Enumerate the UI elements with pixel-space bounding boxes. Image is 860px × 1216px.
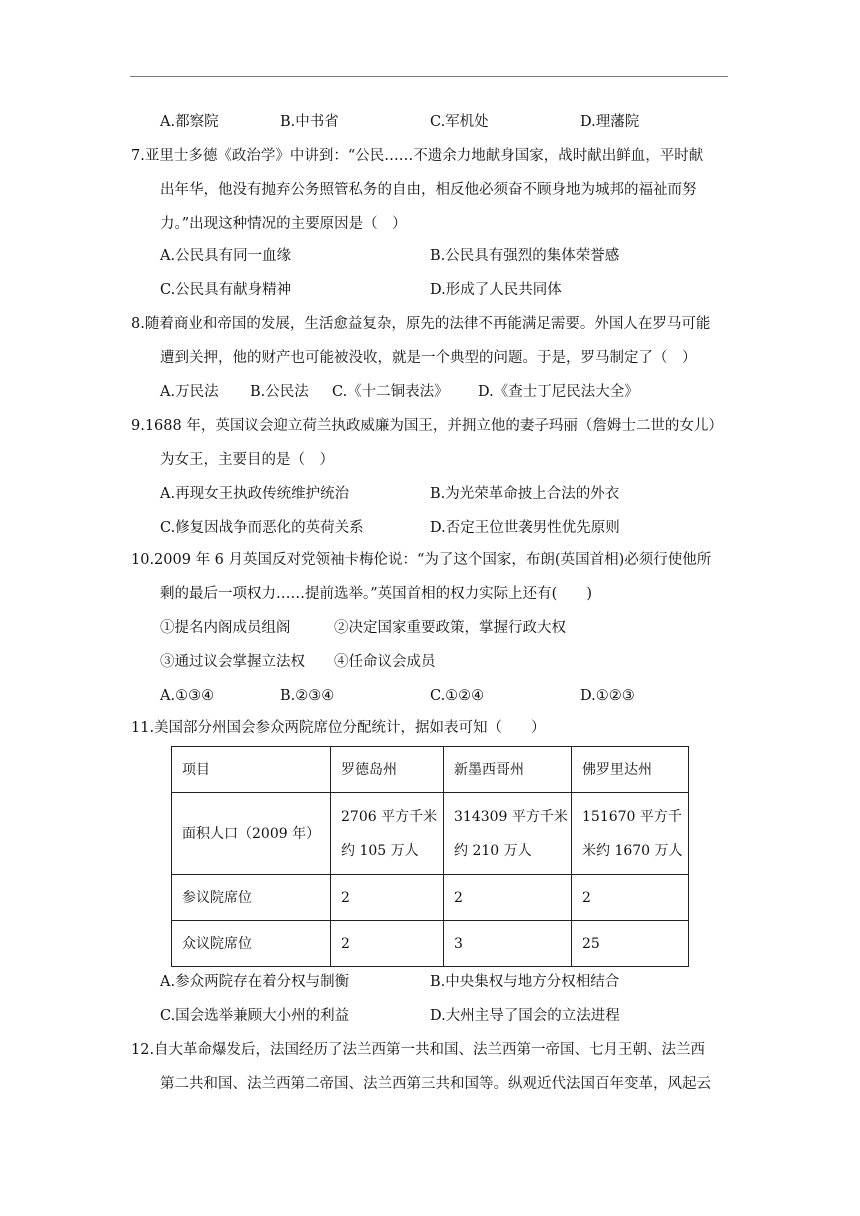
q9-stem-line-2: 为女王，主要目的是（ ） — [160, 452, 334, 468]
q8-option-a: A.万民法 — [160, 384, 219, 400]
q7-option-d: D.形成了人民共同体 — [430, 282, 562, 298]
cell-line: 米约 1670 万人 — [582, 842, 683, 859]
q12-stem-line-1: 12.自大革命爆发后，法国经历了法兰西第一共和国、法兰西第一帝国、七月王朝、法兰西 — [131, 1042, 706, 1058]
q8-stem-line-2: 遭到关押，他的财产也可能被没收，就是一个典型的问题。于是，罗马制定了（ ） — [160, 350, 697, 366]
table-header-row — [172, 747, 689, 793]
q7-stem-line-2: 出年华，他没有抛弃公务照管私务的自由，相反他必须奋不顾身地为城邦的福祉而努 — [160, 182, 697, 198]
seat-allocation-table — [171, 746, 689, 967]
q6-option-a: A.都察院 — [160, 114, 219, 130]
q10-statement-1: ①提名内阁成员组阁 — [160, 620, 291, 636]
q10-option-a: A.①③④ — [160, 688, 215, 704]
q8-option-d: D.《查士丁尼民法大全》 — [478, 384, 639, 400]
table-cell: 2 — [331, 875, 444, 921]
q9-option-b: B.为光荣革命披上合法的外衣 — [430, 486, 620, 502]
q10-statement-4: ④任命议会成员 — [334, 654, 436, 670]
q6-option-c: C.军机处 — [430, 114, 489, 130]
cell-line: 2706 平方千米 — [341, 808, 438, 825]
table-row — [172, 793, 689, 875]
q10-stem-line-2: 剩的最后一项权力……提前选举。”英国首相的权力实际上还有( ) — [160, 586, 592, 602]
cell-line: 151670 平方千 — [582, 808, 682, 825]
table-header-cell: 罗德岛州 — [331, 747, 444, 793]
table-row — [172, 875, 689, 921]
table-cell — [572, 793, 689, 875]
q7-option-b: B.公民具有强烈的集体荣誉感 — [430, 248, 620, 264]
cell-line: 314309 平方千米 — [454, 808, 568, 825]
table-cell: 25 — [572, 921, 689, 967]
table-cell — [331, 793, 444, 875]
q11-option-c: C.国会选举兼顾大小州的利益 — [160, 1008, 350, 1024]
q6-option-b: B.中书省 — [280, 114, 339, 130]
q9-stem-line-1: 9.1688 年，英国议会迎立荷兰执政威廉为国王，并拥立他的妻子玛丽（詹姆士二世的女儿） — [131, 418, 723, 434]
table-cell: 2 — [572, 875, 689, 921]
table-cell: 3 — [444, 921, 572, 967]
q7-option-a: A.公民具有同一血缘 — [160, 248, 292, 264]
table-header-cell: 项目 — [172, 747, 331, 793]
cell-line: 约 105 万人 — [341, 842, 419, 859]
q8-option-b: B.公民法 — [250, 384, 309, 400]
q11-stem-line-1: 11.美国部分州国会参众两院席位分配统计，据如表可知（ ） — [131, 720, 546, 736]
table-cell: 2 — [331, 921, 444, 967]
q7-stem-line-3: 力。”出现这种情况的主要原因是（ ） — [160, 216, 407, 232]
table-row — [172, 921, 689, 967]
q11-option-a: A.参众两院存在着分权与制衡 — [160, 974, 350, 990]
q10-option-c: C.①②④ — [430, 688, 485, 704]
q10-stem-line-1: 10.2009 年 6 月英国反对党领袖卡梅伦说：“为了这个国家，布朗(英国首相)必须行使他所 — [131, 552, 712, 568]
q8-option-c: C.《十二铜表法》 — [332, 384, 449, 400]
q11-option-b: B.中央集权与地方分权相结合 — [430, 974, 620, 990]
q9-option-c: C.修复因战争而恶化的英荷关系 — [160, 520, 364, 536]
q9-option-d: D.否定王位世袭男性优先原则 — [430, 520, 620, 536]
header-rule — [130, 76, 728, 77]
table-row-label: 面积人口（2009 年） — [172, 793, 331, 875]
q12-stem-line-2: 第二共和国、法兰西第二帝国、法兰西第三共和国等。纵观近代法国百年变革，风起云 — [160, 1076, 711, 1092]
table-row-label: 参议院席位 — [172, 875, 331, 921]
table-header-cell: 佛罗里达州 — [572, 747, 689, 793]
q8-stem-line-1: 8.随着商业和帝国的发展，生活愈益复杂，原先的法律不再能满足需要。外国人在罗马可能 — [131, 316, 711, 332]
q10-statement-3: ③通过议会掌握立法权 — [160, 654, 305, 670]
table-header-cell: 新墨西哥州 — [444, 747, 572, 793]
q9-option-a: A.再现女王执政传统维护统治 — [160, 486, 350, 502]
q7-option-c: C.公民具有献身精神 — [160, 282, 292, 298]
table-cell — [444, 793, 572, 875]
q10-option-d: D.①②③ — [580, 688, 635, 704]
q11-option-d: D.大州主导了国会的立法进程 — [430, 1008, 620, 1024]
q10-option-b: B.②③④ — [280, 688, 335, 704]
table-row-label: 众议院席位 — [172, 921, 331, 967]
cell-line: 约 210 万人 — [454, 842, 532, 859]
q10-statement-2: ②决定国家重要政策，掌握行政大权 — [334, 620, 566, 636]
table-cell: 2 — [444, 875, 572, 921]
q6-option-d: D.理藩院 — [580, 114, 640, 130]
q7-stem-line-1: 7.亚里士多德《政治学》中讲到：“公民……不遗余力地献身国家，战时献出鲜血，平时献 — [131, 148, 704, 164]
